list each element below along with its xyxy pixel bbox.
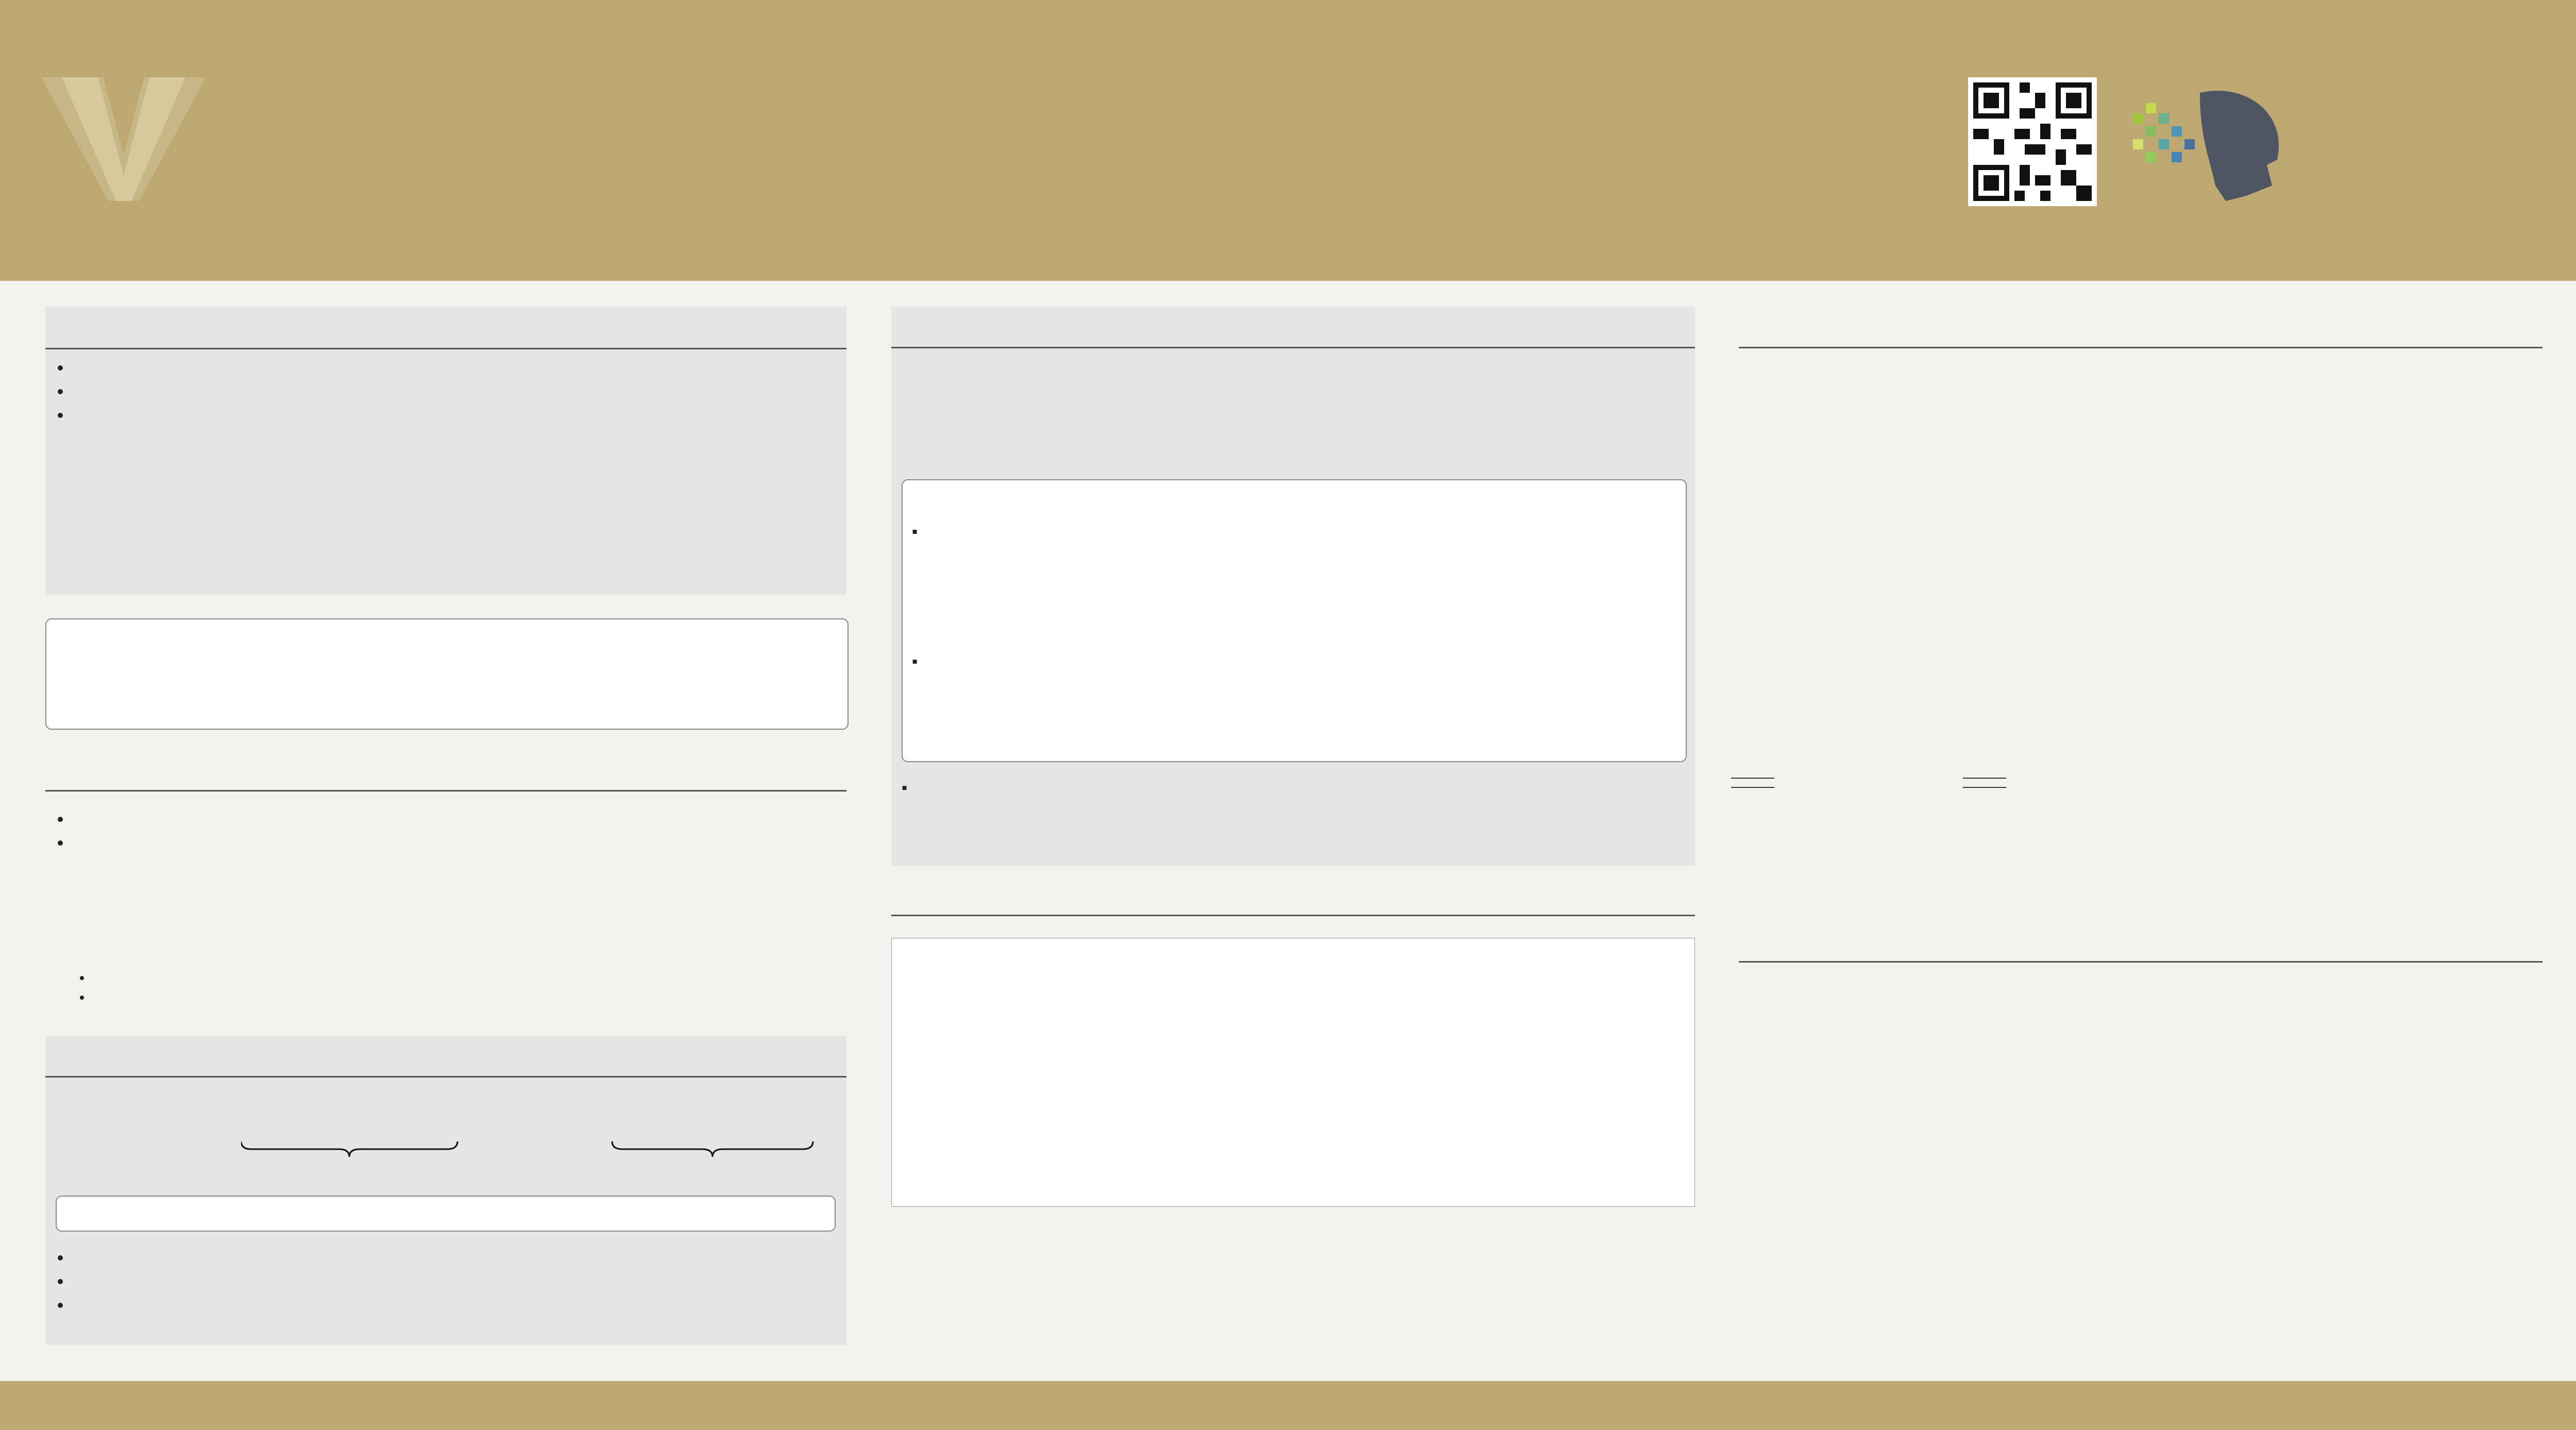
pgw-rule bbox=[45, 1076, 846, 1078]
gw-subitem bbox=[92, 988, 834, 1006]
interp-panel bbox=[1739, 922, 2543, 1360]
fw-step2: ▪ bbox=[912, 652, 918, 670]
header-banner bbox=[0, 0, 2576, 281]
matching-figure bbox=[891, 938, 1695, 1207]
fw-rule bbox=[891, 347, 1695, 348]
gw-list bbox=[56, 807, 834, 855]
motivation-item bbox=[71, 380, 834, 401]
time-table bbox=[1963, 776, 2006, 792]
pgw-list bbox=[56, 1246, 834, 1317]
motivation-panel bbox=[45, 307, 846, 595]
gw-sublist bbox=[76, 969, 834, 1008]
accuracy-table bbox=[1731, 776, 1774, 792]
contribution-box bbox=[45, 618, 849, 730]
gw-item bbox=[71, 807, 834, 829]
matching-plots bbox=[892, 938, 1694, 1206]
underbraces bbox=[241, 1139, 839, 1159]
pgw-item bbox=[71, 1293, 834, 1315]
fw-step1: ▪ bbox=[912, 522, 918, 541]
retrieval-panel bbox=[1739, 307, 2543, 791]
theorem-box bbox=[56, 1196, 836, 1232]
gw-rule bbox=[45, 790, 846, 792]
fw-algorithm-box bbox=[902, 479, 1687, 762]
retrieval-figure bbox=[1739, 356, 2543, 691]
motivation-rule bbox=[45, 348, 846, 349]
motivation-list bbox=[56, 356, 834, 427]
footer-banner bbox=[0, 1381, 2576, 1430]
fw-panel bbox=[891, 307, 1695, 866]
matching-rule bbox=[891, 915, 1695, 916]
motivation-item bbox=[71, 356, 834, 378]
gw-panel bbox=[45, 750, 846, 1028]
interp-figure bbox=[1739, 971, 2543, 1291]
retrieval-rule bbox=[1739, 347, 2543, 348]
pgw-item bbox=[71, 1270, 834, 1291]
pgw-panel bbox=[45, 1036, 846, 1345]
pgw-item bbox=[71, 1246, 834, 1268]
fw-init: ▪ bbox=[902, 778, 908, 797]
vanderbilt-logo bbox=[41, 77, 608, 201]
matching-panel bbox=[891, 876, 1695, 1360]
motivation-item bbox=[71, 403, 834, 425]
iclr-head-logo bbox=[2123, 82, 2298, 206]
gw-item bbox=[71, 831, 834, 853]
qr-code[interactable] bbox=[1968, 77, 2097, 206]
interp-rule bbox=[1739, 961, 2543, 963]
gw-subitem bbox=[92, 969, 834, 986]
